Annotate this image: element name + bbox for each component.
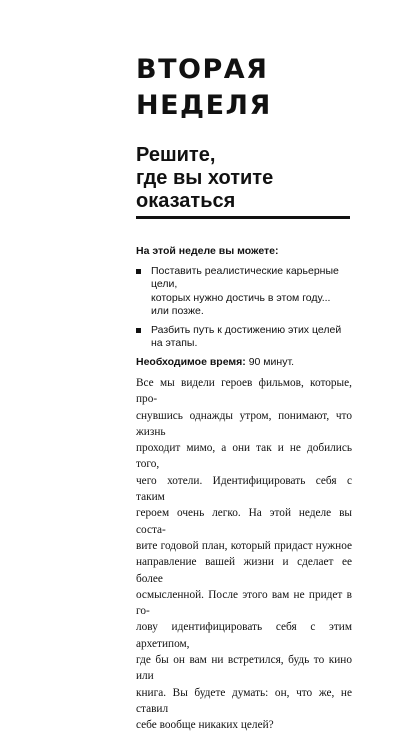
- body-line: направление вашей жизни и сделает ее более: [136, 556, 352, 585]
- square-bullet-icon: [136, 269, 141, 274]
- goal-item-line: Разбить путь к достижению этих целей: [151, 323, 342, 336]
- goal-item: [136, 324, 366, 351]
- goal-item-line: которых нужно достичь в этом году...: [151, 291, 331, 304]
- week-summary-heading: На этой неделе вы можете:: [136, 245, 279, 257]
- chapter-title-line: НЕДЕЛЯ: [136, 90, 272, 121]
- body-line: осмысленной. После этого вам не придет в го-: [136, 588, 352, 618]
- square-bullet-icon: [136, 328, 141, 333]
- chapter-title-line: ВТОРАЯ: [136, 54, 269, 85]
- body-line: вите годовой план, который придаст нужное: [136, 539, 352, 552]
- required-time: [136, 356, 366, 370]
- body-line: себе вообще никаких целей?: [136, 719, 274, 732]
- chapter-subtitle-line: где вы хотите: [136, 167, 274, 189]
- week-summary: [136, 245, 366, 369]
- goal-item-line: или позже.: [151, 305, 204, 317]
- body-line: проходит мимо, а они так и не добились того,: [136, 442, 352, 471]
- body-line: лову идентифицировать себя с этим архетипом,: [136, 621, 352, 650]
- body-line: чего хотели. Идентифицировать себя с таким: [136, 474, 352, 504]
- goals-list: [136, 265, 366, 351]
- goal-item-line: Поставить реалистические карьерные цели,: [151, 264, 339, 290]
- required-time-label: Необходимое время:: [136, 355, 246, 368]
- goal-item-line: на этапы.: [151, 337, 198, 349]
- body-line: где бы он вам ни встретился, будь то кино или: [136, 654, 352, 683]
- body-paragraph: [136, 375, 352, 734]
- chapter-subtitle-line: Решите,: [136, 144, 216, 166]
- goal-item: [136, 265, 366, 319]
- section-divider: [136, 216, 350, 219]
- chapter-subtitle: [136, 144, 273, 213]
- required-time-value: 90 минут.: [245, 355, 295, 368]
- body-line: снувшись однажды утром, понимают, что жизнь: [136, 409, 352, 438]
- body-line: Все мы видели героев фильмов, которые, про-: [136, 377, 352, 406]
- body-line: героем очень легко. На этой неделе вы соста-: [136, 507, 352, 536]
- body-line: книга. Вы будете думать: он, что же, не ставил: [136, 686, 352, 715]
- chapter-title: [136, 52, 272, 124]
- chapter-subtitle-line: оказаться: [136, 190, 236, 212]
